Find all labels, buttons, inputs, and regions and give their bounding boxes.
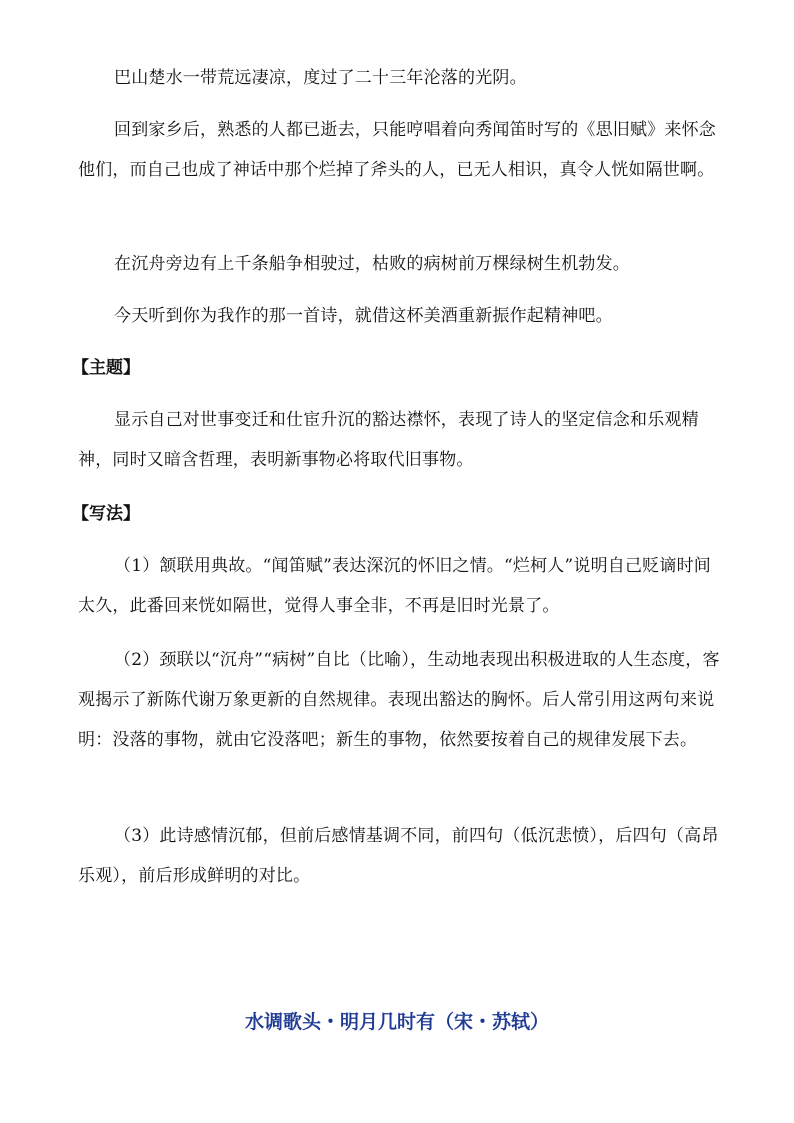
technique-item-1: （1）颔联用典故。“闻笛赋”表达深沉的怀旧之情。“烂柯人”说明自己贬谪时间太久，此番回来恍如隔世，觉得人事全非，不再是旧时光景了。 xyxy=(78,556,711,616)
theme-heading: 【主题】 xyxy=(72,358,140,378)
theme-text: 显示自己对世事变迁和仕宦升沉的豁达襟怀，表现了诗人的坚定信念和乐观精神，同时又暗含哲理，表明新事物必将取代旧事物。 xyxy=(78,410,699,470)
translation-paragraph-1: 巴山楚水一带荒远凄凉，度过了二十三年沦落的光阴。 xyxy=(114,68,527,88)
translation-paragraph-4: 今天听到你为我作的那一首诗，就借这杯美酒重新振作起精神吧。 xyxy=(114,306,613,326)
technique-item-3: （3）此诗感情沉郁，但前后感情基调不同，前四句（低沉悲愤），后四句（高昂乐观），前后形成鲜明的对比。 xyxy=(78,826,719,886)
translation-paragraph-2: 回到家乡后，熟悉的人都已逝去，只能哼唱着向秀闻笛时写的《思旧赋》来怀念他们，而自己也成了神话中那个烂掉了斧头的人，已无人相识，真令人恍如隔世啊。 xyxy=(78,120,716,180)
next-poem-title: 水调歌头・明月几时有（宋・苏轼） xyxy=(244,1011,549,1033)
technique-heading: 【写法】 xyxy=(72,504,140,524)
technique-item-2: （2）颈联以“沉舟”“病树”自比（比喻），生动地表现出积极进取的人生态度，客观揭示了新陈代谢万象更新的自然规律。表现出豁达的胸怀。后人常引用这两句来说明：没落的事物，就由它没落吧；新生的事物，依然要按着自己的规律发展下去。 xyxy=(78,650,720,750)
translation-paragraph-3: 在沉舟旁边有上千条船争相驶过，枯败的病树前万棵绿树生机勃发。 xyxy=(114,254,630,274)
